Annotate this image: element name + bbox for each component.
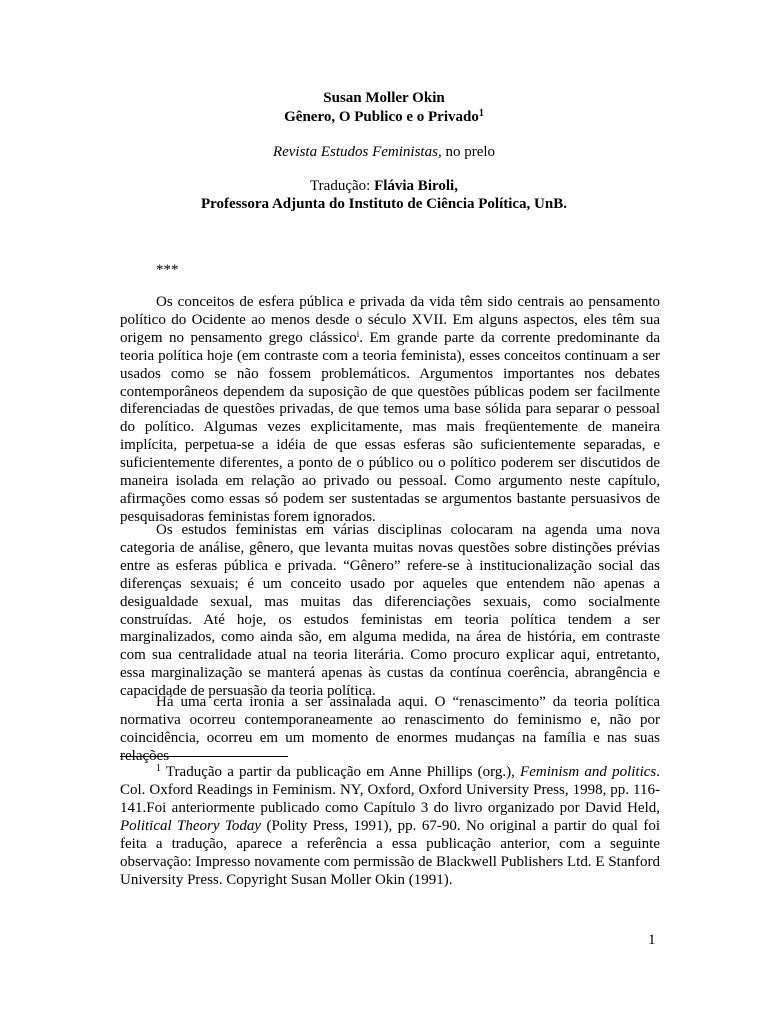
- footnote-divider: [120, 756, 288, 757]
- translator-line: [0, 177, 768, 196]
- footnote-text-b: . Col. Oxford Readings in Feminism. NY, Oxford, Oxford University Press, 1998, pp. 116-141.Foi anteriormente publicado como Capítulo 3 do livro organizado por David Held,: [120, 764, 660, 816]
- article-title-text: Gênero, O Publico e o Privado: [284, 109, 479, 125]
- footnote: [120, 763, 660, 889]
- section-separator: ***: [156, 262, 179, 278]
- page-number: 1: [648, 932, 656, 948]
- journal-line: [0, 143, 768, 162]
- footnote-text-a: Tradução a partir da publicação em Anne Phillips (org.),: [161, 764, 521, 780]
- paragraph-1-text-a: Os conceitos de esfera pública e privada da vida têm sido centrais ao pensamento político do Ocidente ao menos desde o século XVII. Em alguns aspectos, eles têm sua origem no pensamento grego clássico: [120, 294, 660, 346]
- translator-name: Flávia Biroli,: [374, 178, 458, 194]
- journal-status: , no prelo: [437, 144, 496, 160]
- paragraph-3: [120, 694, 660, 766]
- paragraph-1-text-b: . Em grande parte da corrente predominante da teoria política hoje (em contraste com a teoria feminista), esses conceitos continuam a ser usados como se não fossem problemáticos. Argumentos importantes nos debates contemporâneos dependem da suposição de que questões públicas podem ser facilmente diferenciadas de questões privadas, de que temos uma base sólida para separar o pessoal do político. Algumas vezes explicitamente, mas mais freqüentemente de maneira implícita, perpetua-se a idéia de que essas esferas são suficientemente separadas, e suficientemente diferentes, a ponto de o público ou o político poderem ser discutidos de maneira isolada em relação ao privado ou pessoal. Como argumento neste capítulo, afirmações como essas só podem ser sustentadas se argumentos bastante persuasivos de pesquisadoras feministas forem ignorados.: [120, 329, 660, 525]
- paragraph-2-text: Os estudos feministas em várias disciplinas colocaram na agenda uma nova categoria de análise, gênero, que levanta muitas novas questões sobre distinções prévias entre as esferas pública e privada. “Gênero” refere-se à institucionalização social das diferenças sexuais; é um conceito usado por aqueles que entendem não apenas a desigualdade sexual, mas muitas das diferenciações sexuais, como socialmente construídas. Até hoje, os estudos feministas em teoria política tendem a ser marginalizados, como ainda são, em alguma medida, na área de história, em contraste com sua centralidade atual na teoria literária. Como procuro explicar aqui, entretanto, essa marginalização se manterá apenas às custas da contínua coerência, abrangência e capacidade de persuasão da teoria política.: [120, 522, 660, 700]
- title-footnote-ref: 1: [478, 108, 484, 119]
- footnote-text-c: (Polity Press, 1991), pp. 67-90. No original a partir do qual foi feita a tradução, aparece a referência a essa publicação anterior, com a seguinte observação: Impresso novamente com permissão de Blackwell Publishers Ltd. E Stanford University Press. Copyright Susan Moller Okin (1991).: [120, 818, 660, 888]
- footnote-italic-1: Feminism and politics: [520, 764, 657, 780]
- translator-affiliation: Professora Adjunta do Instituto de Ciência Política, UnB.: [201, 196, 567, 212]
- author-name: Susan Moller Okin: [323, 90, 445, 106]
- paragraph-3-text: Há uma certa ironia a ser assinalada aqui. O “renascimento” da teoria política normativa ocorreu contemporaneamente ao renascimento do feminismo e, não por coincidência, ocorreu em um momento de enormes mudanças na família e nas suas relações: [120, 694, 660, 764]
- footnote-italic-2: Political Theory Today: [120, 818, 262, 834]
- journal-name: Revista Estudos Feministas: [272, 144, 438, 160]
- paragraph-2: [120, 522, 660, 701]
- paragraph-1: [120, 294, 660, 527]
- endnote-ref-i: i: [356, 328, 360, 339]
- footnote-number: 1: [156, 763, 161, 774]
- article-title: [0, 108, 768, 127]
- translator-label: Tradução:: [310, 178, 375, 194]
